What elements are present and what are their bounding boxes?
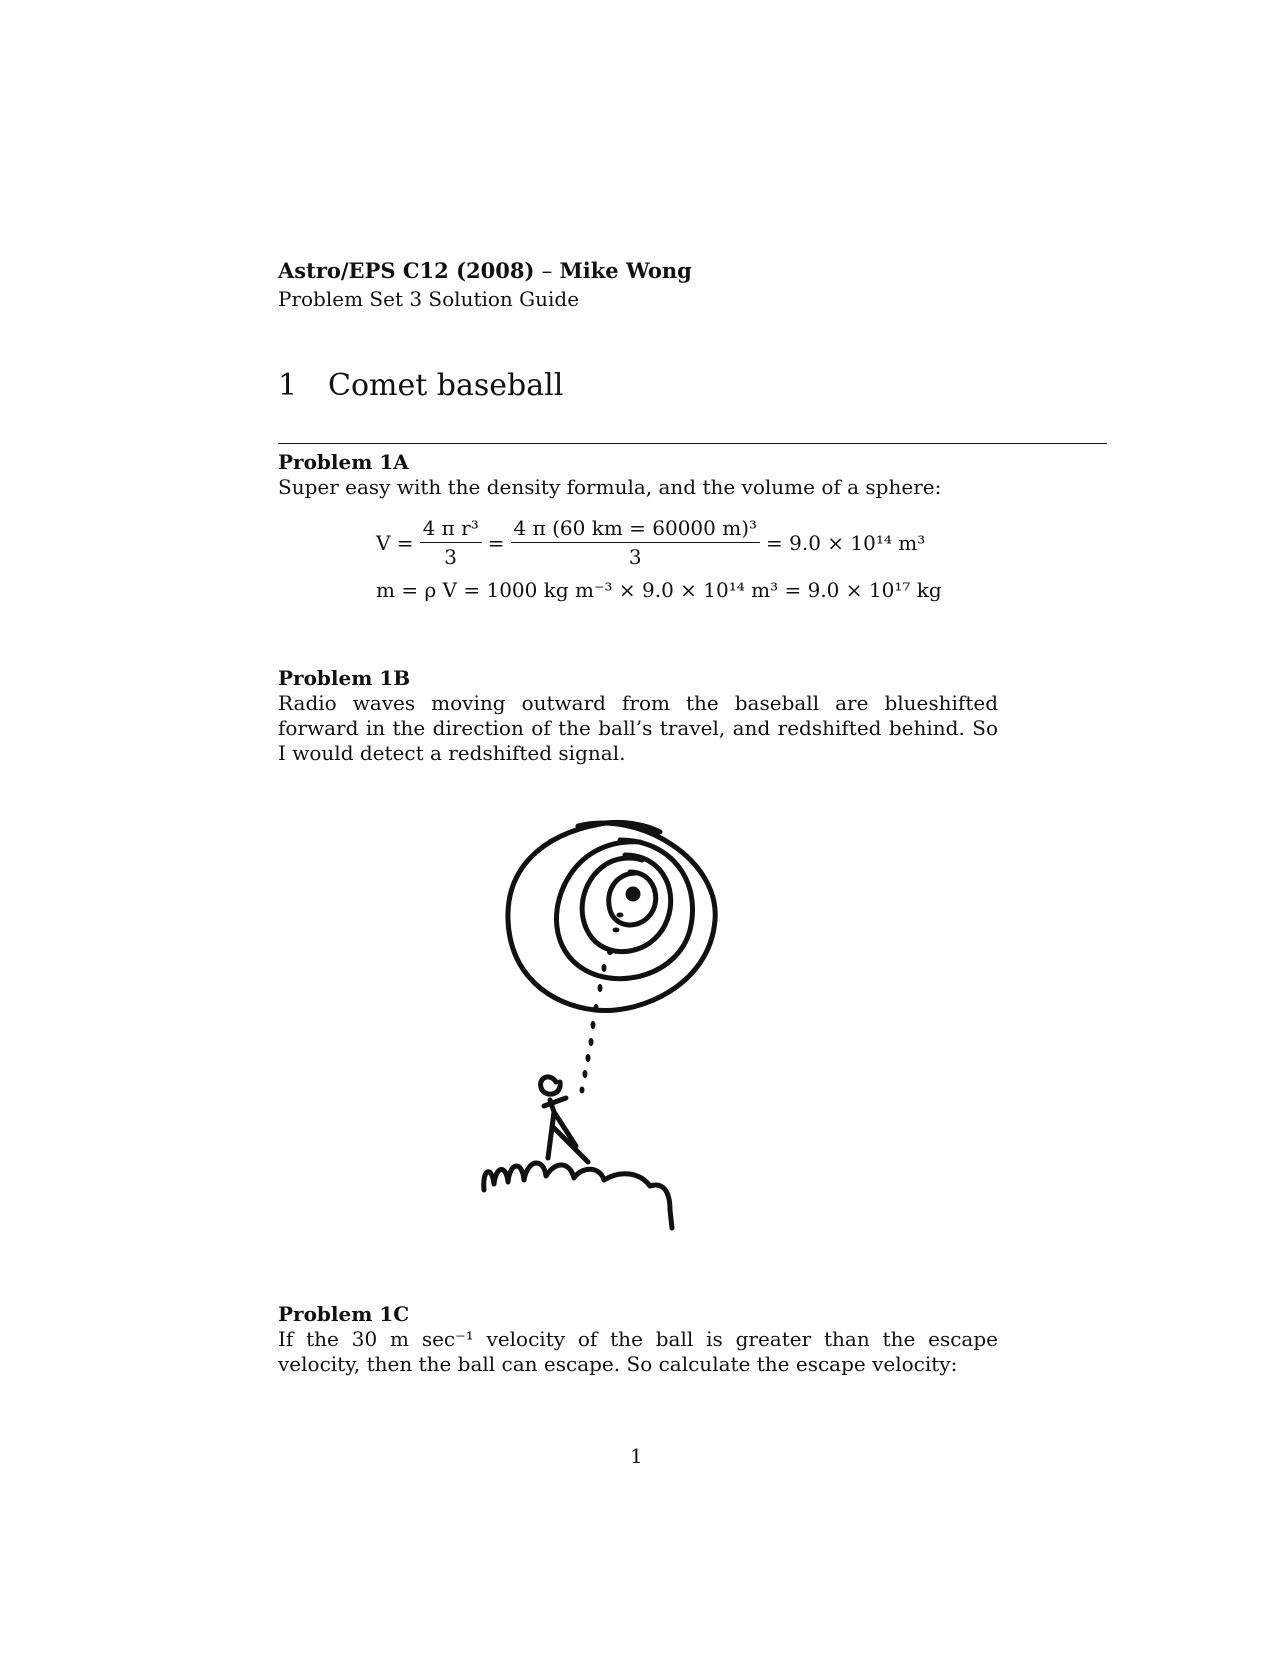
eq1-frac2-numerator: 4 π (60 km = 60000 m)³ bbox=[511, 516, 761, 543]
eq1-lhs: V = bbox=[376, 530, 414, 555]
section-title: Comet baseball bbox=[328, 368, 564, 403]
header-subtitle: Problem Set 3 Solution Guide bbox=[278, 287, 580, 311]
author-name: Mike Wong bbox=[559, 258, 692, 283]
trajectory-dots bbox=[580, 913, 624, 1094]
eq1-fraction-1 bbox=[420, 516, 482, 569]
eq1-frac1-denominator: 3 bbox=[444, 545, 458, 569]
problem-1a-text: Super easy with the density formula, and the volume of a sphere: bbox=[278, 475, 942, 499]
volume-equation bbox=[376, 516, 925, 569]
page-number: 1 bbox=[630, 1444, 643, 1468]
horizontal-rule bbox=[278, 443, 1107, 444]
eq1-frac2-denominator: 3 bbox=[628, 545, 642, 569]
problem-1a-title: Problem 1A bbox=[278, 450, 409, 474]
comet-baseball-sketch bbox=[470, 810, 730, 1250]
problem-1c-text: If the 30 m sec⁻¹ velocity of the ball is greater than the escape velocity, then the ball can escape. So calculate the escape velocity: bbox=[278, 1327, 998, 1376]
header-title bbox=[278, 258, 692, 283]
problem-1c-title: Problem 1C bbox=[278, 1302, 410, 1326]
course-name: Astro/EPS C12 (2008) bbox=[278, 258, 535, 283]
eq1-equals: = bbox=[487, 530, 505, 555]
mass-equation: m = ρ V = 1000 kg m⁻³ × 9.0 × 10¹⁴ m³ = 9.0 × 10¹⁷ kg bbox=[376, 578, 942, 602]
problem-1b-text: Radio waves moving outward from the baseball are blueshifted forward in the direction of the ball’s travel, and redshifted behind. So I would detect a redshifted signal. bbox=[278, 691, 998, 765]
eq1-rhs: = 9.0 × 10¹⁴ m³ bbox=[766, 530, 926, 555]
section-heading bbox=[278, 368, 563, 403]
baseball bbox=[627, 888, 639, 900]
eq1-fraction-2 bbox=[511, 516, 761, 569]
ground-line bbox=[484, 1163, 672, 1228]
section-number: 1 bbox=[278, 368, 298, 403]
problem-1b-title: Problem 1B bbox=[278, 666, 411, 690]
eq1-frac1-numerator: 4 π r³ bbox=[420, 516, 482, 543]
header-separator: – bbox=[541, 259, 553, 283]
